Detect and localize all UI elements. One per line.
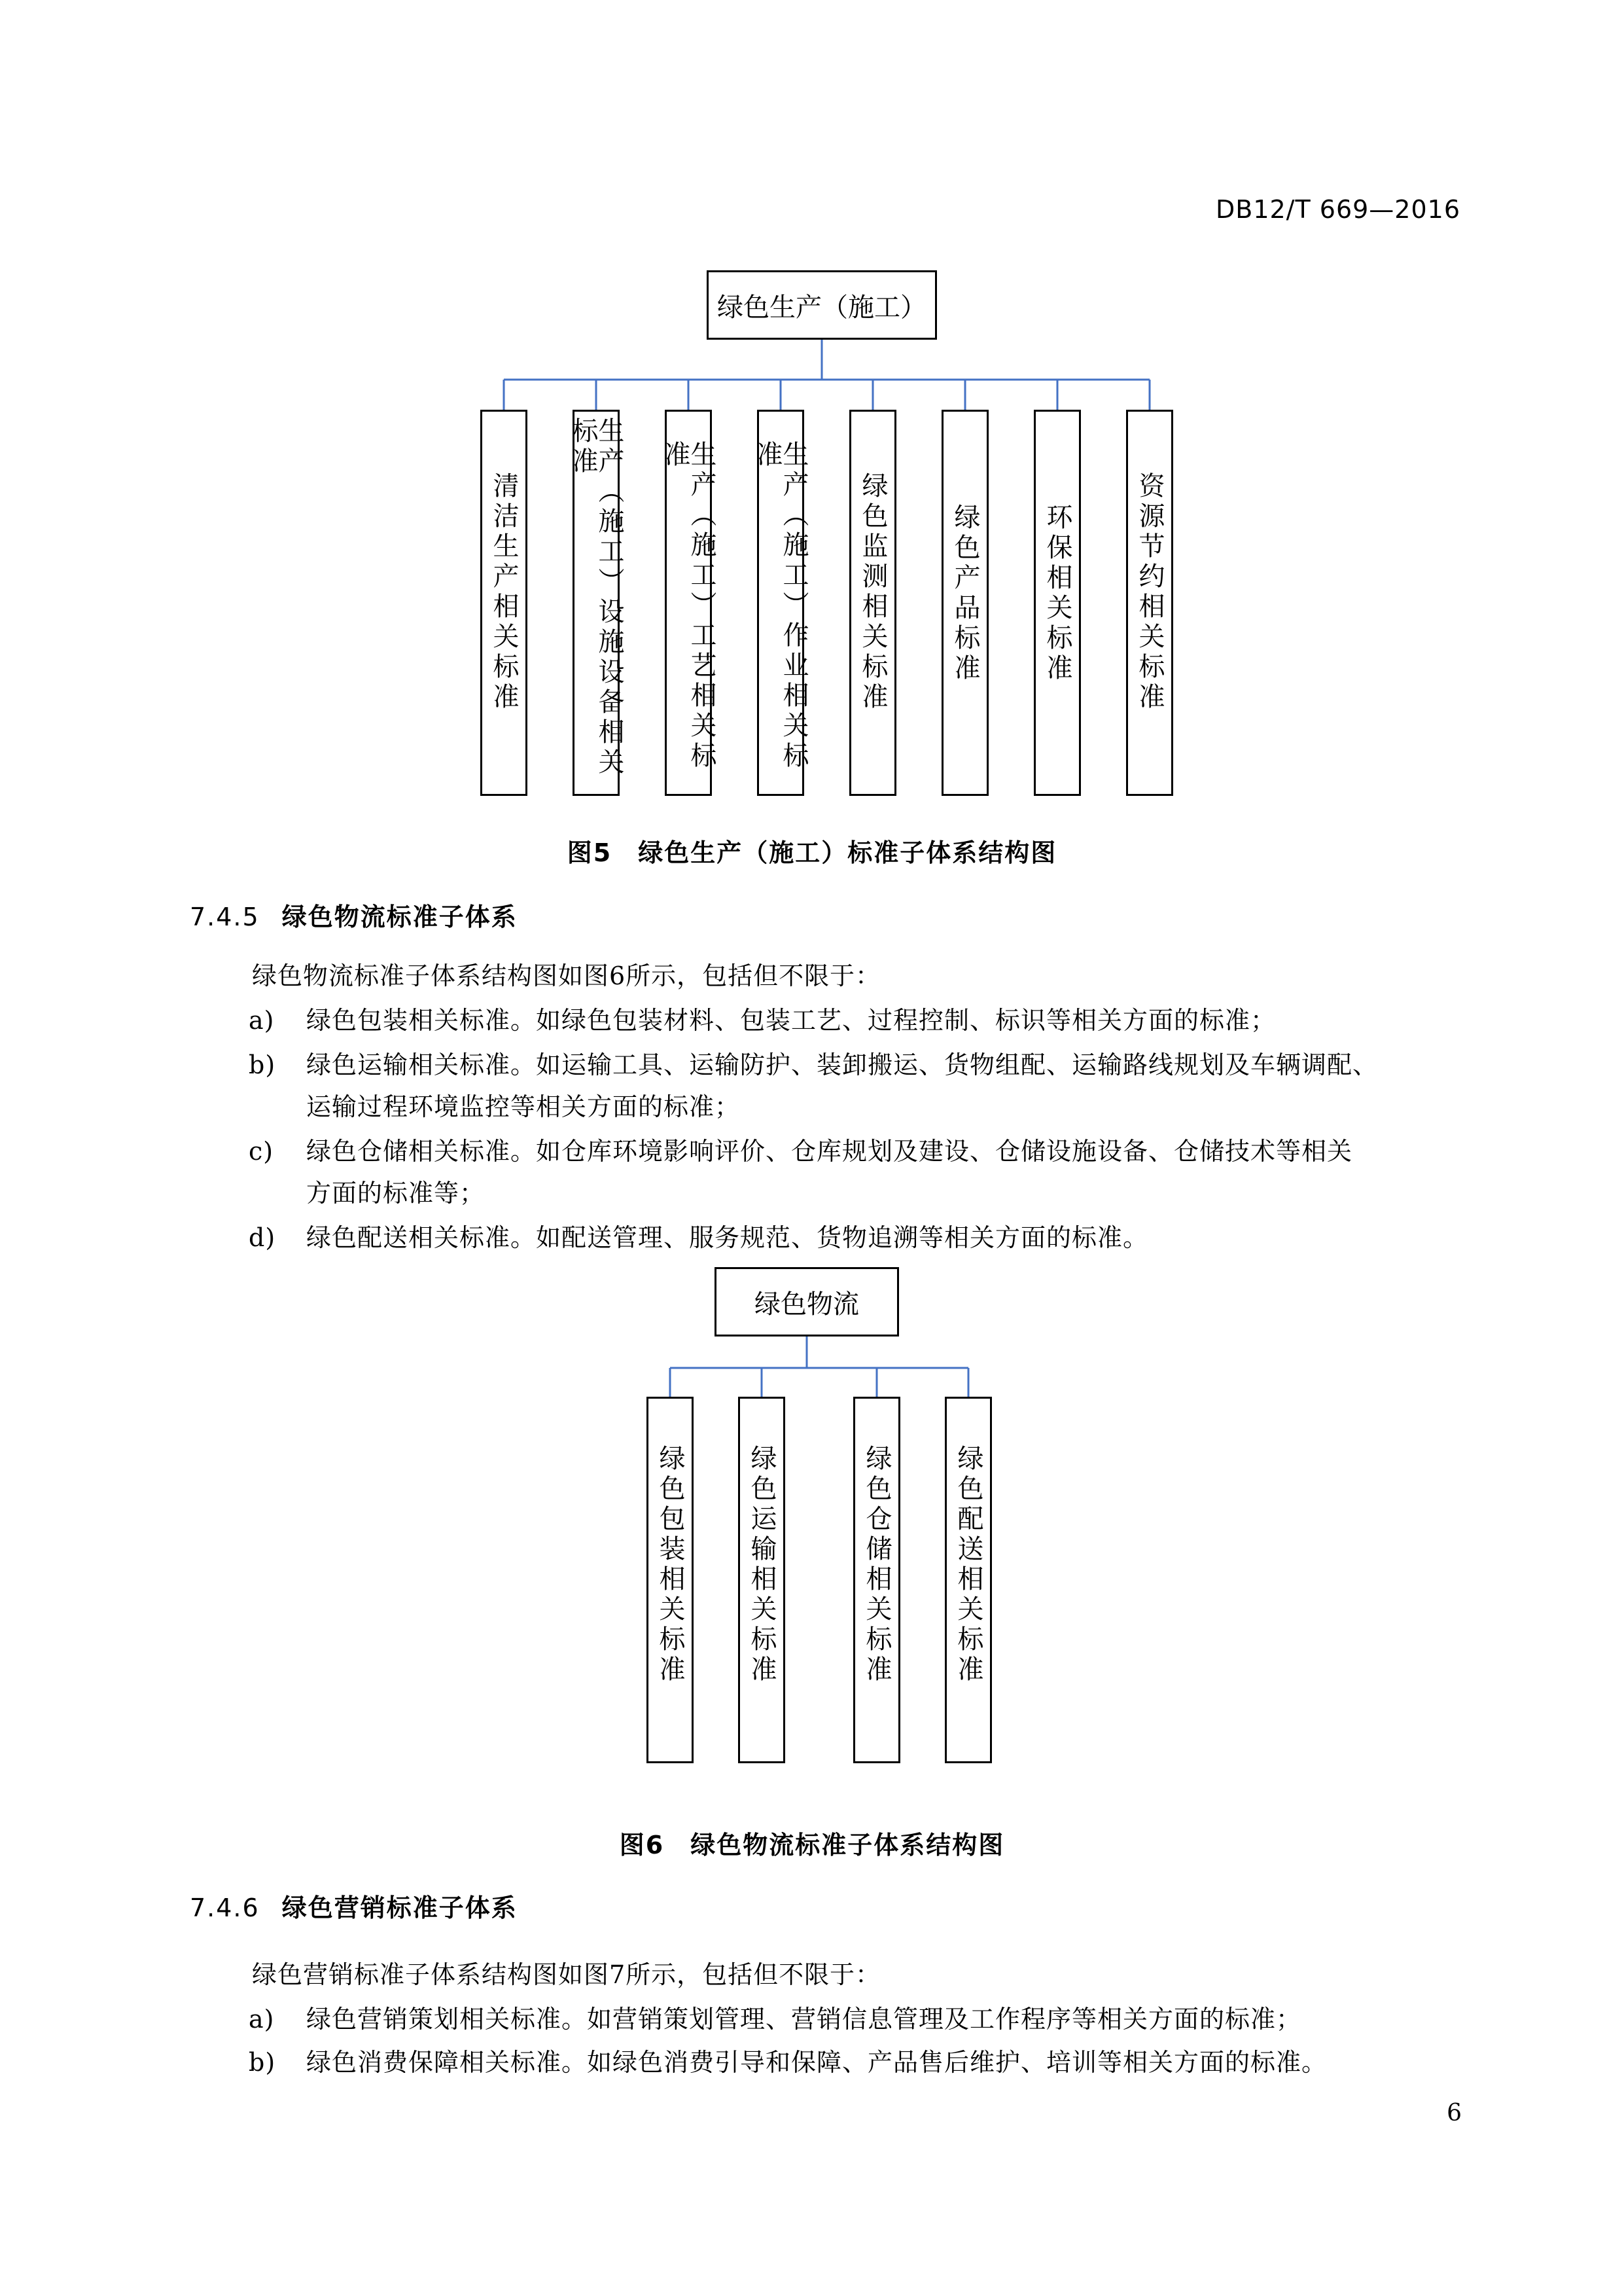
figure5-root-box: [707, 270, 937, 340]
list-item: [249, 1000, 1276, 1036]
list-text: 绿色运输相关标准。如运输工具、运输防护、装卸搬运、货物组配、运输路线规划及车辆调配、: [306, 1050, 1379, 1079]
document-code: DB12/T 669—2016: [1215, 195, 1460, 224]
figure5-child-label: 环保相关标准: [1042, 503, 1072, 684]
figure5-child-label: 生产（施工）设施设备相关标准: [568, 417, 624, 778]
figure5-child-label: 生产（施工）工艺相关标准: [660, 440, 716, 772]
list-text: 绿色配送相关标准。如配送管理、服务规范、货物追溯等相关方面的标准。: [306, 1223, 1149, 1252]
list-item: [249, 1217, 1148, 1253]
figure6-child-box: [646, 1397, 694, 1763]
figure5-caption: 图5 绿色生产（施工）标准子体系结构图: [567, 838, 1057, 867]
figure6-child-label: 绿色仓储相关标准: [862, 1444, 892, 1685]
figure6-child-box: [945, 1397, 992, 1763]
list-marker: d): [249, 1223, 276, 1252]
figure6-child-box: [738, 1397, 785, 1763]
section-745-number: 7.4.5: [190, 903, 260, 931]
list-marker: a): [249, 2005, 275, 2034]
section-746-title: 绿色营销标准子体系: [281, 1893, 518, 1922]
figure5-child-box: [480, 410, 527, 796]
figure5-child-box: [752, 410, 809, 796]
page-number: 6: [1447, 2100, 1462, 2126]
list-text-continuation: 运输过程环境监控等相关方面的标准；: [306, 1092, 741, 1121]
figure6-root-box: [715, 1267, 899, 1336]
section-746-heading: [190, 1888, 518, 1924]
list-marker: c): [249, 1137, 274, 1166]
list-marker: a): [249, 1006, 275, 1035]
list-text: 绿色消费保障相关标准。如绿色消费引导和保障、产品售后维护、培训等相关方面的标准。: [306, 2048, 1328, 2077]
figure5-root-label: 绿色生产（施工）: [717, 292, 927, 323]
list-text-continuation: 方面的标准等；: [306, 1179, 485, 1208]
figure5-child-box: [660, 410, 716, 796]
figure5-child-label: 绿色监测相关标准: [858, 472, 888, 713]
list-text: 绿色营销策划相关标准。如营销策划管理、营销信息管理及工作程序等相关方面的标准；: [306, 2005, 1302, 2034]
figure6-child-label: 绿色配送相关标准: [953, 1444, 983, 1685]
figure5-child-label: 生产（施工）作业相关标准: [752, 440, 809, 772]
list-marker: b): [249, 1050, 276, 1079]
figure6-child-box: [853, 1397, 900, 1763]
figure6-caption: 图6 绿色物流标准子体系结构图: [619, 1831, 1005, 1859]
list-text: 绿色包装相关标准。如绿色包装材料、包装工艺、过程控制、标识等相关方面的标准；: [306, 1006, 1277, 1035]
figure6-child-label: 绿色包装相关标准: [655, 1444, 685, 1685]
figure5-child-label: 资源节约相关标准: [1135, 472, 1165, 713]
list-item: [249, 1131, 1352, 1167]
figure6-root-label: 绿色物流: [754, 1289, 859, 1319]
figure5-child-label: 绿色产品标准: [950, 503, 980, 684]
list-text: 绿色仓储相关标准。如仓库环境影响评价、仓库规划及建设、仓储设施设备、仓储技术等相关: [306, 1137, 1353, 1166]
section-745-intro: 绿色物流标准子体系结构图如图6所示，包括但不限于：: [252, 961, 881, 990]
figure6-child-label: 绿色运输相关标准: [747, 1444, 777, 1685]
section-745-title: 绿色物流标准子体系: [281, 903, 518, 931]
figure5-child-label: 清洁生产相关标准: [489, 472, 519, 713]
figure6-connectors: [670, 1336, 968, 1397]
figure5-child-box: [942, 410, 989, 796]
figure5-child-box: [568, 410, 624, 796]
section-746-intro: 绿色营销标准子体系结构图如图7所示，包括但不限于：: [252, 1960, 881, 1989]
figure5-child-box: [1034, 410, 1081, 796]
list-item: [249, 1999, 1301, 2035]
figure5-connectors: [504, 340, 1150, 410]
figure5-child-box: [849, 410, 896, 796]
section-745-heading: [190, 897, 518, 933]
section-746-number: 7.4.6: [190, 1893, 260, 1922]
list-item: [249, 1045, 1378, 1081]
figure5-child-box: [1126, 410, 1173, 796]
list-marker: b): [249, 2048, 276, 2077]
list-item: [249, 2042, 1327, 2078]
